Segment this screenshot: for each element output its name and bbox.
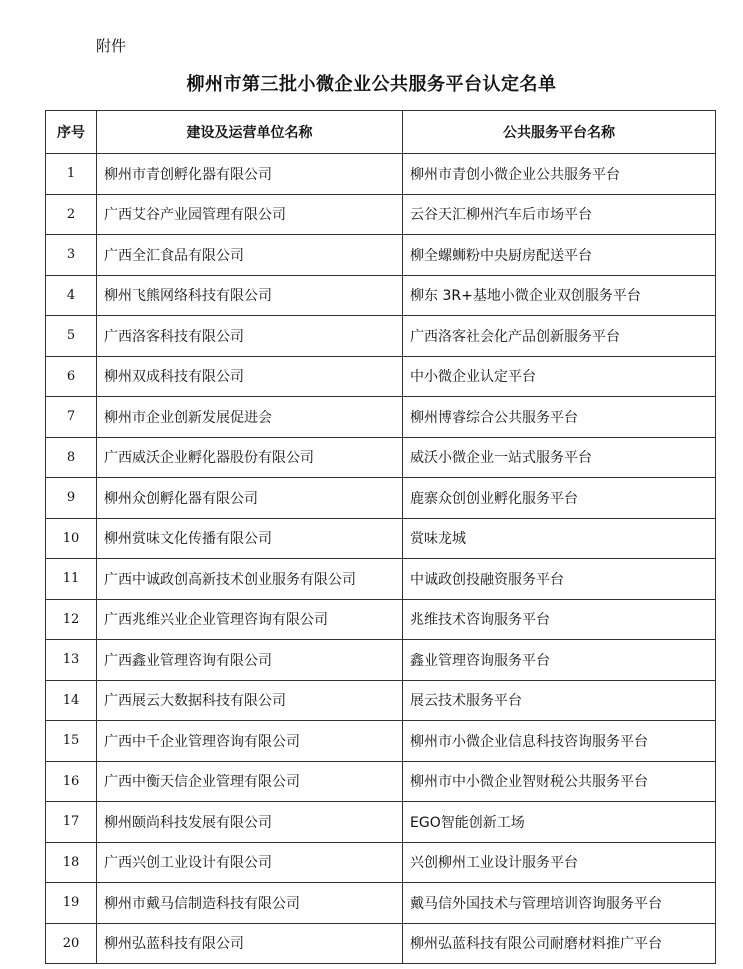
unit-name-cell: 广西中衡天信企业管理有限公司 bbox=[97, 761, 403, 802]
attachment-label: 附件 bbox=[96, 37, 127, 55]
table-row bbox=[46, 802, 716, 843]
serial-number-cell: 11 bbox=[46, 559, 97, 600]
unit-name-cell: 广西威沃企业孵化器股份有限公司 bbox=[97, 437, 403, 478]
platform-name-cell: 柳州市中小微企业智财税公共服务平台 bbox=[403, 761, 716, 802]
platform-name-cell: 柳全螺蛳粉中央厨房配送平台 bbox=[403, 235, 716, 276]
serial-number-cell: 2 bbox=[46, 194, 97, 235]
unit-name-cell: 广西全汇食品有限公司 bbox=[97, 235, 403, 276]
serial-number-cell: 3 bbox=[46, 235, 97, 276]
table-row bbox=[46, 923, 716, 964]
platform-name-cell: 中小微企业认定平台 bbox=[403, 356, 716, 397]
table-row bbox=[46, 883, 716, 924]
platform-name-cell: 戴马信外国技术与管理培训咨询服务平台 bbox=[403, 883, 716, 924]
serial-number-cell: 7 bbox=[46, 397, 97, 438]
unit-name-cell: 广西艾谷产业园管理有限公司 bbox=[97, 194, 403, 235]
table-row bbox=[46, 478, 716, 519]
platform-name-cell: 柳州市小微企业信息科技咨询服务平台 bbox=[403, 721, 716, 762]
platform-name-cell: EGO智能创新工场 bbox=[403, 802, 716, 843]
document-title: 柳州市第三批小微企业公共服务平台认定名单 bbox=[186, 74, 557, 95]
platform-name-cell: 柳州市青创小微企业公共服务平台 bbox=[403, 154, 716, 195]
unit-name-cell: 柳州飞熊网络科技有限公司 bbox=[97, 275, 403, 316]
table-row bbox=[46, 397, 716, 438]
serial-number-cell: 20 bbox=[46, 923, 97, 964]
serial-number-cell: 14 bbox=[46, 680, 97, 721]
serial-number-cell: 19 bbox=[46, 883, 97, 924]
serial-number-cell: 8 bbox=[46, 437, 97, 478]
unit-name-cell: 广西展云大数据科技有限公司 bbox=[97, 680, 403, 721]
platform-name-cell: 鹿寨众创创业孵化服务平台 bbox=[403, 478, 716, 519]
table-row bbox=[46, 235, 716, 276]
table-row bbox=[46, 275, 716, 316]
table-row bbox=[46, 559, 716, 600]
table-row bbox=[46, 761, 716, 802]
unit-name-cell: 柳州弘蓝科技有限公司 bbox=[97, 923, 403, 964]
unit-name-cell: 广西兴创工业设计有限公司 bbox=[97, 842, 403, 883]
unit-name-cell: 柳州赏味文化传播有限公司 bbox=[97, 518, 403, 559]
serial-number-cell: 16 bbox=[46, 761, 97, 802]
platform-name-cell: 云谷天汇柳州汽车后市场平台 bbox=[403, 194, 716, 235]
unit-name-cell: 广西兆维兴业企业管理咨询有限公司 bbox=[97, 599, 403, 640]
serial-number-cell: 4 bbox=[46, 275, 97, 316]
serial-number-cell: 1 bbox=[46, 154, 97, 195]
header-platform-name: 公共服务平台名称 bbox=[403, 111, 716, 154]
unit-name-cell: 广西中千企业管理咨询有限公司 bbox=[97, 721, 403, 762]
table-row bbox=[46, 316, 716, 357]
unit-name-cell: 柳州市青创孵化器有限公司 bbox=[97, 154, 403, 195]
platform-name-cell: 柳州弘蓝科技有限公司耐磨材料推广平台 bbox=[403, 923, 716, 964]
table-row bbox=[46, 599, 716, 640]
serial-number-cell: 10 bbox=[46, 518, 97, 559]
platform-name-cell: 展云技术服务平台 bbox=[403, 680, 716, 721]
table-row bbox=[46, 721, 716, 762]
header-unit-name: 建设及运营单位名称 bbox=[97, 111, 403, 154]
serial-number-cell: 18 bbox=[46, 842, 97, 883]
unit-name-cell: 广西洛客科技有限公司 bbox=[97, 316, 403, 357]
platform-name-cell: 柳州博睿综合公共服务平台 bbox=[403, 397, 716, 438]
unit-name-cell: 柳州双成科技有限公司 bbox=[97, 356, 403, 397]
platform-name-cell: 赏味龙城 bbox=[403, 518, 716, 559]
table-row bbox=[46, 640, 716, 681]
header-serial-number: 序号 bbox=[46, 111, 97, 154]
table-row bbox=[46, 518, 716, 559]
unit-name-cell: 广西中诚政创高新技术创业服务有限公司 bbox=[97, 559, 403, 600]
platform-name-cell: 兴创柳州工业设计服务平台 bbox=[403, 842, 716, 883]
serial-number-cell: 17 bbox=[46, 802, 97, 843]
unit-name-cell: 柳州市戴马信制造科技有限公司 bbox=[97, 883, 403, 924]
serial-number-cell: 15 bbox=[46, 721, 97, 762]
platform-name-cell: 鑫业管理咨询服务平台 bbox=[403, 640, 716, 681]
certification-table bbox=[45, 110, 716, 964]
serial-number-cell: 6 bbox=[46, 356, 97, 397]
table-row bbox=[46, 680, 716, 721]
table-row bbox=[46, 194, 716, 235]
table-body bbox=[46, 154, 716, 964]
table-row bbox=[46, 154, 716, 195]
serial-number-cell: 9 bbox=[46, 478, 97, 519]
platform-name-cell: 柳东 3R+基地小微企业双创服务平台 bbox=[403, 275, 716, 316]
platform-name-cell: 威沃小微企业一站式服务平台 bbox=[403, 437, 716, 478]
serial-number-cell: 13 bbox=[46, 640, 97, 681]
unit-name-cell: 柳州颐尚科技发展有限公司 bbox=[97, 802, 403, 843]
platform-name-cell: 广西洛客社会化产品创新服务平台 bbox=[403, 316, 716, 357]
serial-number-cell: 12 bbox=[46, 599, 97, 640]
table-row bbox=[46, 842, 716, 883]
table-header-row bbox=[46, 111, 716, 154]
unit-name-cell: 柳州众创孵化器有限公司 bbox=[97, 478, 403, 519]
unit-name-cell: 广西鑫业管理咨询有限公司 bbox=[97, 640, 403, 681]
table-row bbox=[46, 356, 716, 397]
platform-name-cell: 中诚政创投融资服务平台 bbox=[403, 559, 716, 600]
serial-number-cell: 5 bbox=[46, 316, 97, 357]
table-row bbox=[46, 437, 716, 478]
unit-name-cell: 柳州市企业创新发展促进会 bbox=[97, 397, 403, 438]
platform-name-cell: 兆维技术咨询服务平台 bbox=[403, 599, 716, 640]
